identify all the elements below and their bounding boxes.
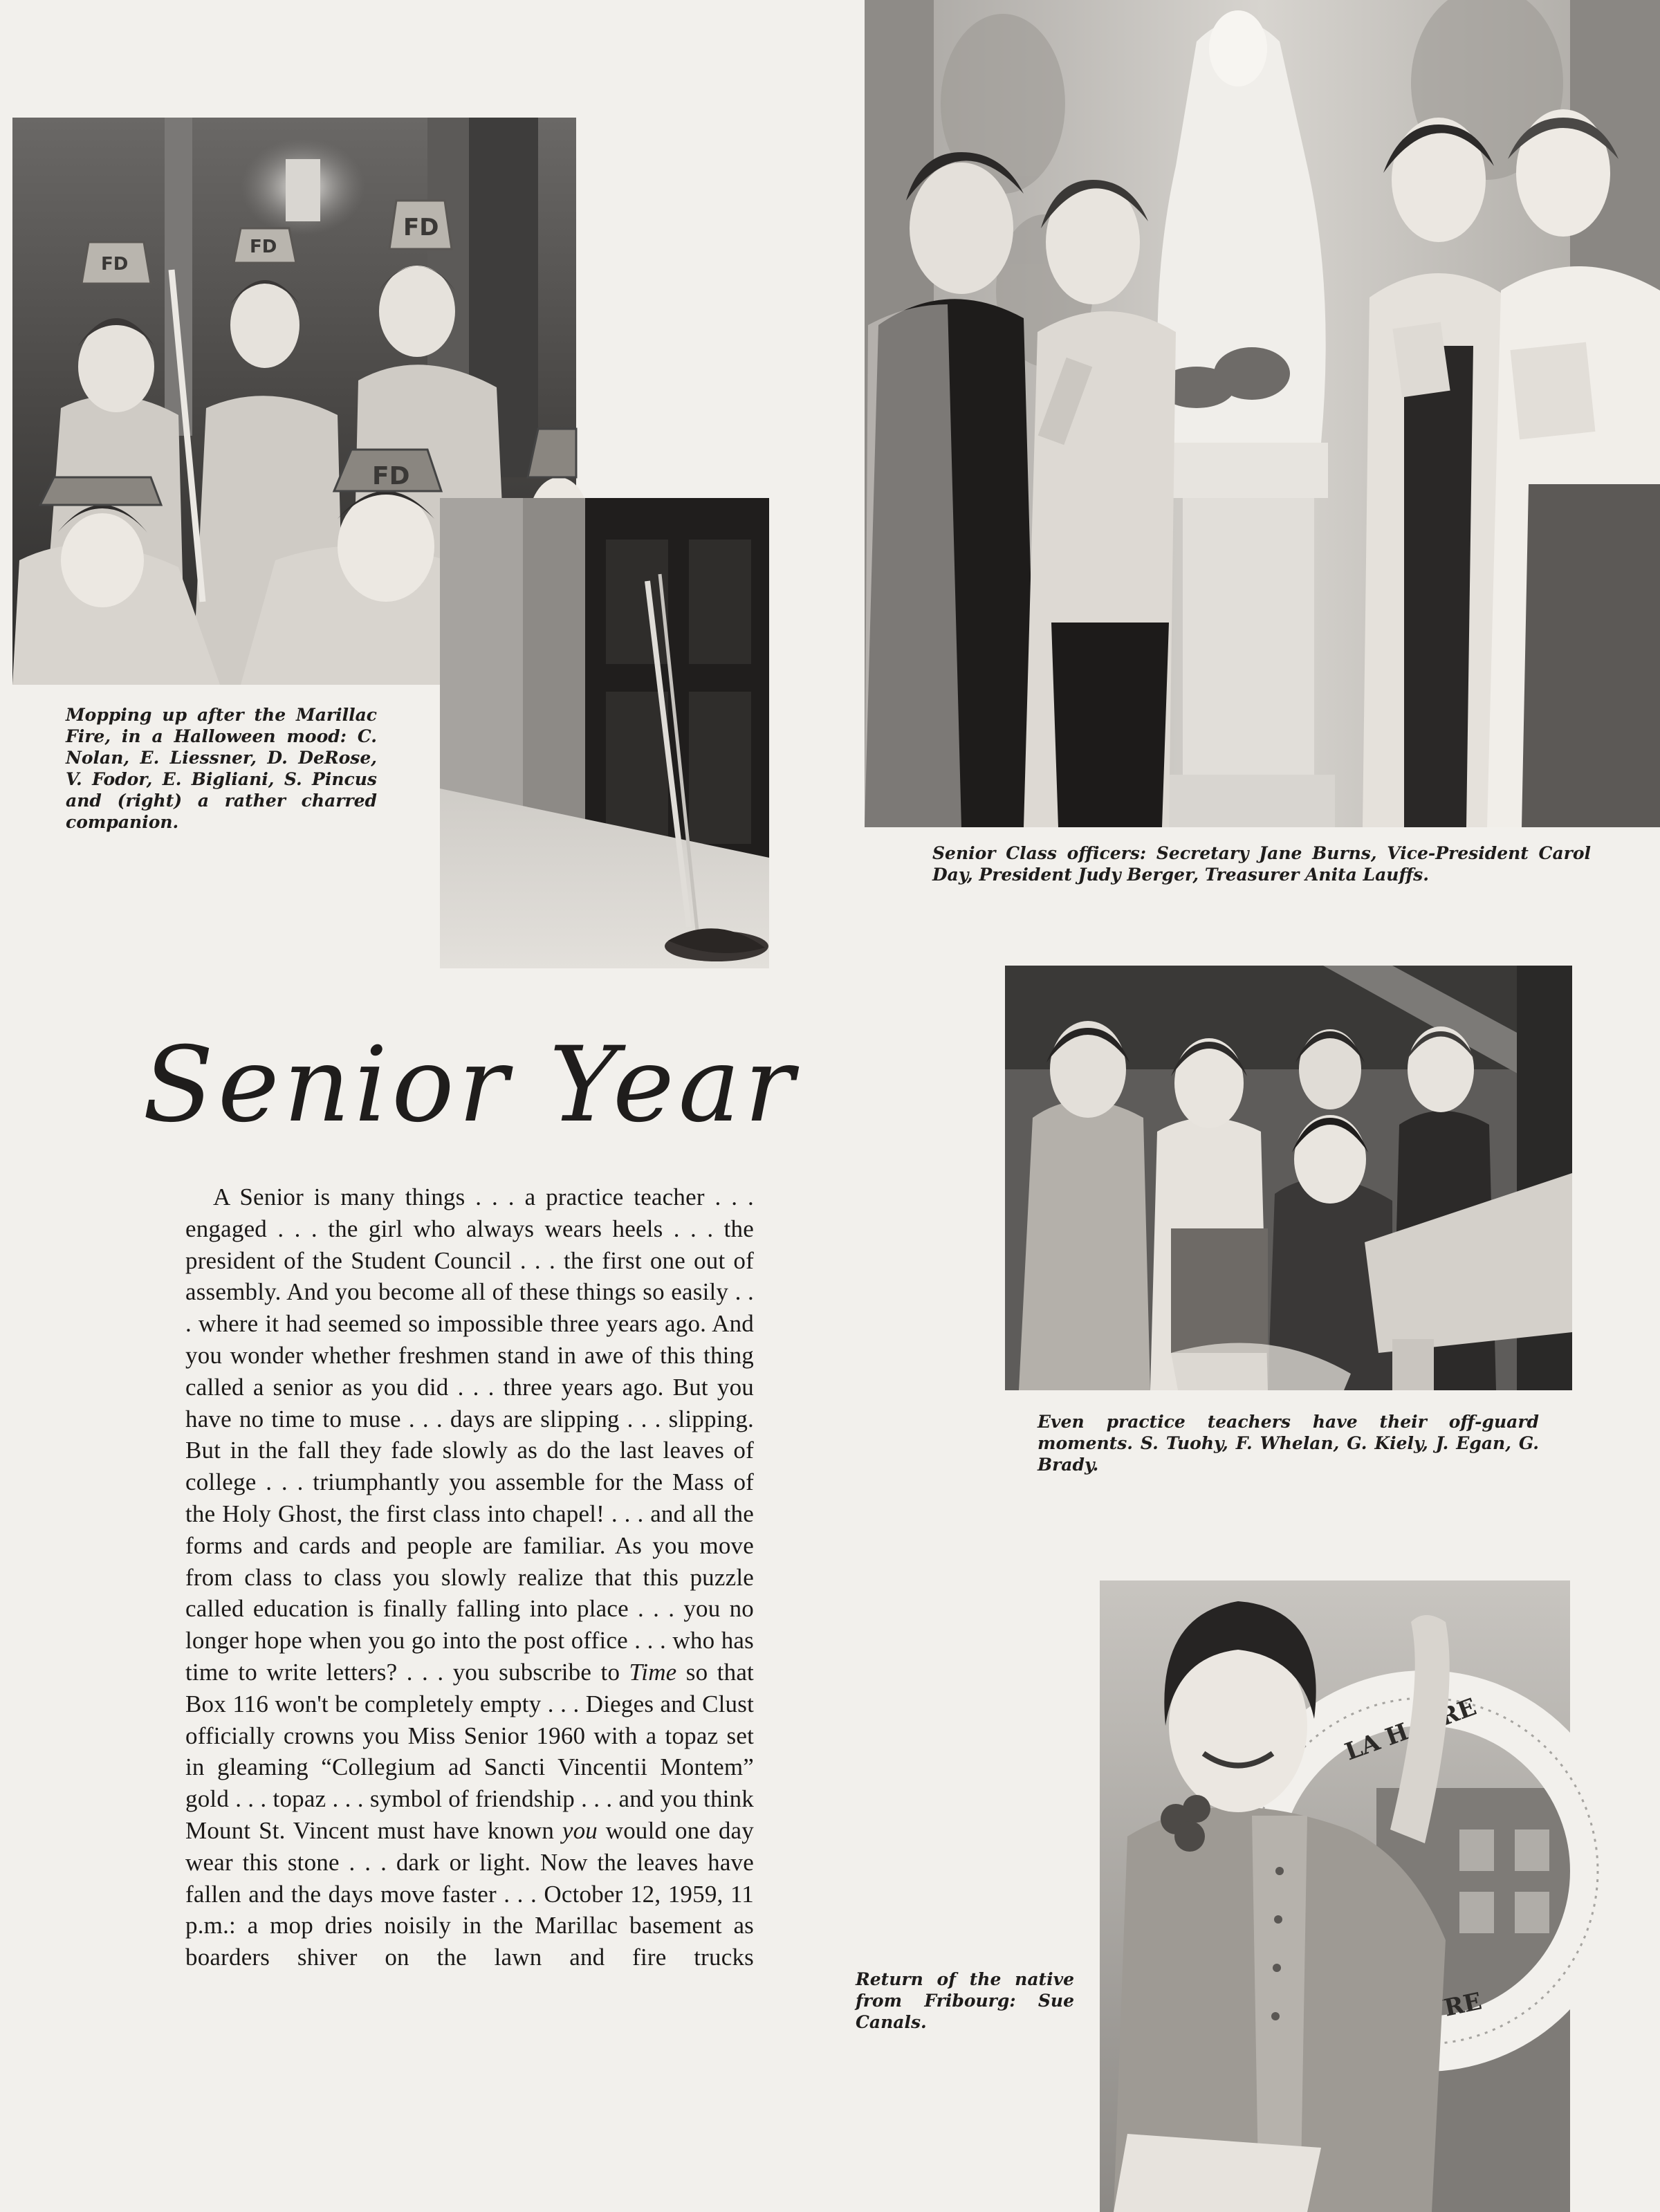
officers-caption: Senior Class officers: Secretary Jane Burns, Vice-President Carol Day, President Judy Berger, Treasurer Anita Lauffs. <box>932 843 1591 885</box>
hat-letters-1: FD <box>101 254 129 275</box>
practice-teachers-photo <box>1005 966 1572 1390</box>
time-magazine-word: Time <box>629 1658 677 1686</box>
body-part-1: A Senior is many things . . . a practice teacher . . . engaged . . . the girl who always wears heels . . . the president of the Student Council . . . the first one out of assembly. And you become all of these things so easily . . . where it had seemed so impossible three years ago. And you wonder whether freshmen stand in awe of this thing called a senior as you did . . . three years ago. But you have no time to muse . . . days are slipping . . . slipping. But in the fall they fade slowly as do the last leaves of college . . . triumphantly you assemble for the Mass of the Holy Ghost, the first class into chapel! . . . and all the forms and cards and people are familiar. As you move from class to class you slowly realize that this puzzle called education is finally falling into place . . . you no longer hope when you go into the post office . . . who has time to write letters? . . . you subscribe to <box>185 1183 754 1686</box>
ring-text-top: LA <box>1341 1728 1384 1767</box>
hat-letters-3: FD <box>403 214 439 241</box>
class-officers-photo <box>865 0 1660 827</box>
hat-letters-2: FD <box>250 237 277 257</box>
body-part-3: would one day wear this stone . . . dark or light. Now the leaves have fallen and the days move faster . . . October 12, 1959, 11 p.m.: a mop dries noisily in the Marillac basement as boarders shiver on the lawn and fire trucks <box>185 1816 754 1971</box>
page-title <box>142 1010 798 1169</box>
mop-door-photo <box>440 498 769 968</box>
fribourg-caption: Return of the native from Fribourg: Sue Canals. <box>856 1969 1074 2032</box>
hat-letters-4: FD <box>372 462 410 490</box>
body-part-2: so that Box 116 won't be completely empty . . . Dieges and Clust officially crowns you Miss Senior 1960 with a topaz set in gleaming “Collegium ad Sancti Vincentii Montem” gold . . . topaz . . . symbol of friendship . . . and you think Mount St. Vincent must have known <box>185 1658 754 1844</box>
page-title-text: Senior Year <box>142 1025 798 1145</box>
body-paragraph <box>185 1181 754 1973</box>
fribourg-photo <box>1100 1580 1570 2212</box>
you-word: you <box>562 1816 598 1844</box>
halloween-caption: Mopping up after the Marillac Fire, in a Halloween mood: C. Nolan, E. Liessner, D. DeRose, V. Fodor, E. Bigliani, S. Pincus and (right) a rather charred companion. <box>66 705 377 832</box>
body-text <box>185 1181 754 1973</box>
practice-teachers-caption: Even practice teachers have their off-guard moments. S. Tuohy, F. Whelan, G. Kiely, J. Egan, G. Brady. <box>1038 1412 1539 1475</box>
